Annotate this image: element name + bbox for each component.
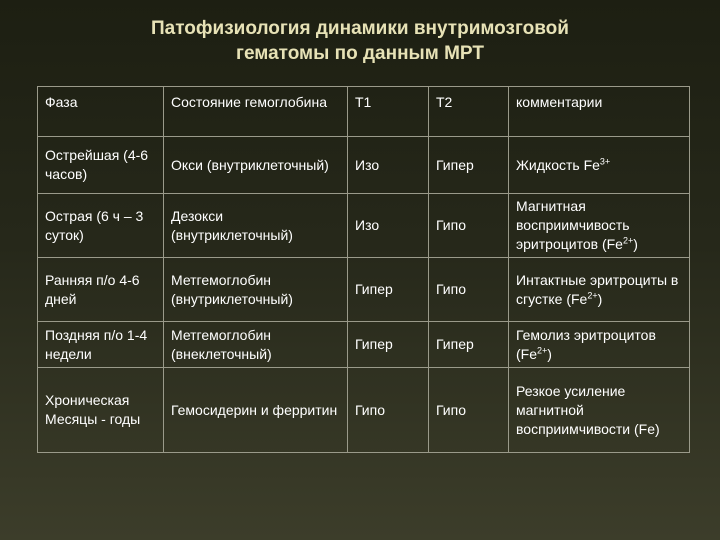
cell-phase: Ранняя п/о 4-6 дней <box>38 258 164 322</box>
cell-t2: Гипо <box>429 368 509 453</box>
comment-text: Жидкость Fe <box>516 156 600 173</box>
cell-phase: Острейшая (4-6 часов) <box>38 137 164 194</box>
cell-t2: Гипо <box>429 258 509 322</box>
table-row <box>38 194 690 258</box>
header-comments: комментарии <box>509 87 690 137</box>
header-t1: Т1 <box>348 87 429 137</box>
comment-superscript: 3+ <box>599 155 611 166</box>
cell-hemoglobin: Окси (внутриклеточный) <box>164 137 348 194</box>
table-header-row <box>38 87 690 137</box>
cell-t2: Гипер <box>429 322 509 368</box>
table-row <box>38 322 690 368</box>
cell-phase: Поздняя п/о 1-4 недели <box>38 322 164 368</box>
header-phase: Фаза <box>38 87 164 137</box>
cell-comment <box>509 368 690 453</box>
cell-phase: Хроническая Месяцы - годы <box>38 368 164 453</box>
comment-suffix: ) <box>547 345 552 362</box>
cell-t2: Гипо <box>429 194 509 258</box>
comment-superscript: 2+ <box>537 344 548 355</box>
comment-text: Гемолиз эритроцитов (Fe <box>516 326 656 362</box>
table-row <box>38 368 690 453</box>
table-row <box>38 137 690 194</box>
cell-hemoglobin: Метгемоглобин (внутриклеточный) <box>164 258 348 322</box>
comment-superscript: 2+ <box>587 289 598 300</box>
comment-suffix: ) <box>633 236 638 252</box>
cell-t1: Гипо <box>348 368 429 453</box>
slide-title-line-1: Патофизиология динамики внутримозговой <box>151 18 569 39</box>
cell-t1: Гипер <box>348 322 429 368</box>
cell-t1: Гипер <box>348 258 429 322</box>
cell-t2: Гипер <box>429 137 509 194</box>
table-row <box>38 258 690 322</box>
mri-hematoma-table <box>37 86 690 453</box>
comment-text: Магнитная восприимчивость эритроцитов (Fe <box>516 198 630 252</box>
cell-t1: Изо <box>348 194 429 258</box>
comment-suffix: ) <box>597 290 603 307</box>
cell-hemoglobin: Дезокси (внутриклеточный) <box>164 194 348 258</box>
slide-title <box>0 16 720 66</box>
header-t2: Т2 <box>429 87 509 137</box>
cell-hemoglobin: Метгемоглобин (внеклеточный) <box>164 322 348 368</box>
cell-comment <box>509 258 690 322</box>
header-hemoglobin: Состояние гемоглобина <box>164 87 348 137</box>
cell-comment <box>509 322 690 368</box>
cell-comment <box>509 194 690 258</box>
cell-hemoglobin: Гемосидерин и ферритин <box>164 368 348 453</box>
comment-text: Резкое усиление магнитной восприимчивости (Fe) <box>516 382 660 437</box>
comment-superscript: 2+ <box>622 235 634 246</box>
comment-text: Интактные эритроциты в сгустке (Fe <box>516 271 679 307</box>
cell-comment <box>509 137 690 194</box>
cell-t1: Изо <box>348 137 429 194</box>
cell-phase: Острая (6 ч – 3 суток) <box>38 194 164 258</box>
slide-title-line-2: гематомы по данным МРТ <box>236 43 484 64</box>
